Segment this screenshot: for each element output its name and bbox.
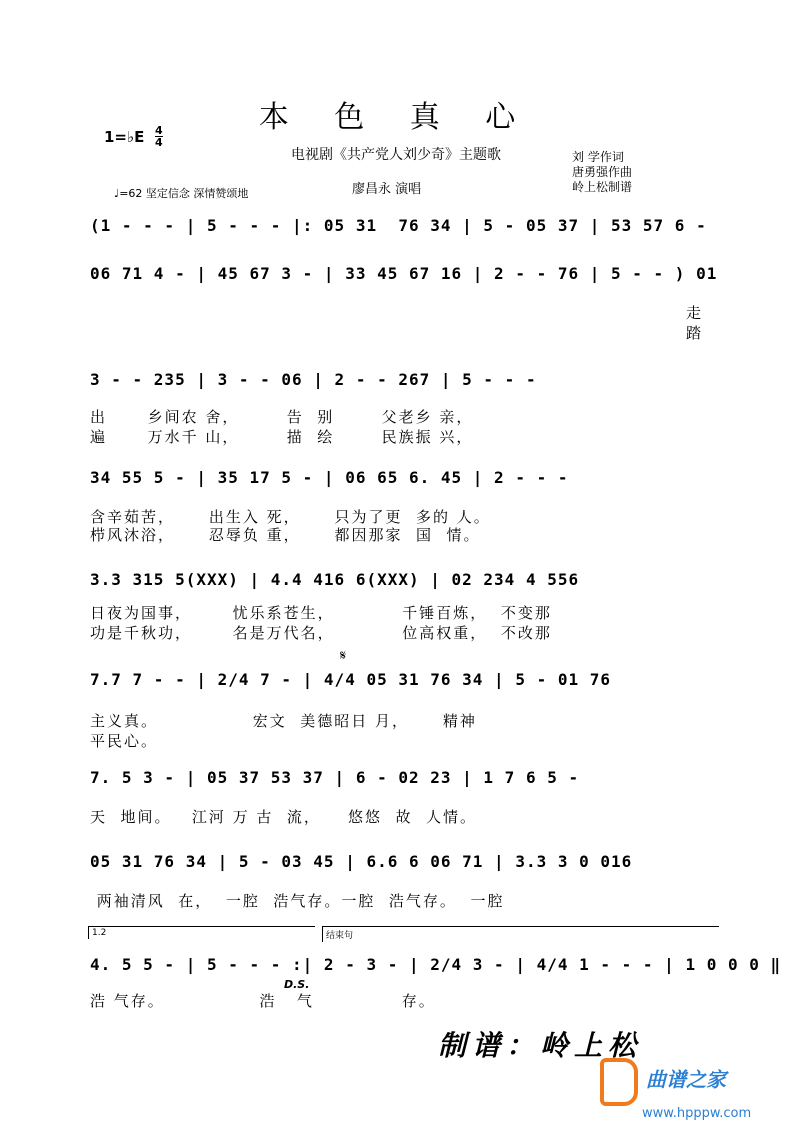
tempo-marking: ♩=62 坚定信念 深情赞颂地 [114,187,249,200]
lyric-row-6a: 主义真。 宏文 美德昭日 月， 精神 [90,712,477,730]
lyric-row-7a: 天 地间。 江河 万 古 流， 悠悠 故 人情。 [90,808,478,826]
lyric-row-9a: 浩 气存。 浩 气 存。 [90,992,436,1010]
logo-text: 曲谱之家 [646,1067,726,1092]
score-row-1: (1 - - - | 5 - - - |: 05 31 76 34 | 5 - 05 37 | 53 57 6 - [90,216,707,235]
singer: 廖昌永 演唱 [352,182,422,197]
score-row-7: 7. 5 3 - | 05 37 53 37 | 6 - 02 23 | 1 7 6 5 - [90,768,580,787]
meter-bottom: 4 [155,136,163,149]
lyric-row-4a: 含辛茹苦， 出生入 死， 只为了更 多的 人。 [90,508,491,526]
segno-mark: 𝄋 [340,648,347,664]
logo-icon [600,1058,638,1106]
time-signature [155,125,163,148]
logo-url: www.hpppw.com [642,1106,752,1121]
credit-lyrics: 刘 学作词 [572,150,624,164]
score-row-8: 05 31 76 34 | 5 - 03 45 | 6.6 6 06 71 | 3.3 3 0 016 [90,852,633,871]
side-lyric-1: 走 [686,304,702,322]
subtitle: 电视剧《共产党人刘少奇》主题歌 [291,147,501,163]
side-lyric-2: 踏 [686,324,702,342]
meter-top: 4 [155,124,163,137]
ending-bracket: 结束句 [322,926,719,942]
lyric-row-3a: 出 乡间农 舍， 告 别 父老乡 亲， [90,408,474,426]
volta-bracket: 1.2 [88,926,315,939]
credits [572,150,632,195]
lyric-row-4b: 栉风沐浴， 忍辱负 重， 都因那家 国 情。 [90,526,481,544]
score-row-3: 3 - - 235 | 3 - - 06 | 2 - - 267 | 5 - - - [90,370,537,389]
score-row-5: 3.3 315 5(XXX) | 4.4 416 6(XXX) | 02 234 4 556 [90,570,580,589]
lyric-row-5a: 日夜为国事， 忧乐系苍生， 千锤百炼， 不变那 [90,604,552,622]
score-row-2: 06 71 4 - | 45 67 3 - | 33 45 67 16 | 2 - - 76 | 5 - - ) 01 [90,264,718,283]
lyric-row-6b: 平民心。 [90,732,159,750]
score-row-9: 4. 5 5 - | 5 - - - :| 2 - 3 - | 2/4 3 - | 4/4 1 - - - | 1 0 0 0 ‖ [90,955,782,974]
credit-music: 唐勇强作曲 [572,165,633,179]
song-title: 本 色 真 心 [258,100,534,135]
signature: 制谱：岭上松 [438,1029,643,1062]
score-row-4: 34 55 5 - | 35 17 5 - | 06 65 6. 45 | 2 - - - [90,468,569,487]
key-signature: 1=♭E [104,128,145,146]
site-logo [600,1058,751,1121]
lyric-row-3b: 遍 万水千 山， 描 绘 民族振 兴， [90,428,474,446]
lyric-row-8a: 两袖清风 在， 一腔 浩气存。一腔 浩气存。 一腔 [90,892,505,910]
credit-score: 岭上松制谱 [572,180,633,194]
ds-mark: D.S. [284,978,310,991]
lyric-row-5b: 功是千秋功， 名是万代名， 位高权重， 不改那 [90,624,552,642]
score-row-6: 7.7 7 - - | 2/4 7 - | 4/4 05 31 76 34 | 5 - 01 76 [90,670,612,689]
